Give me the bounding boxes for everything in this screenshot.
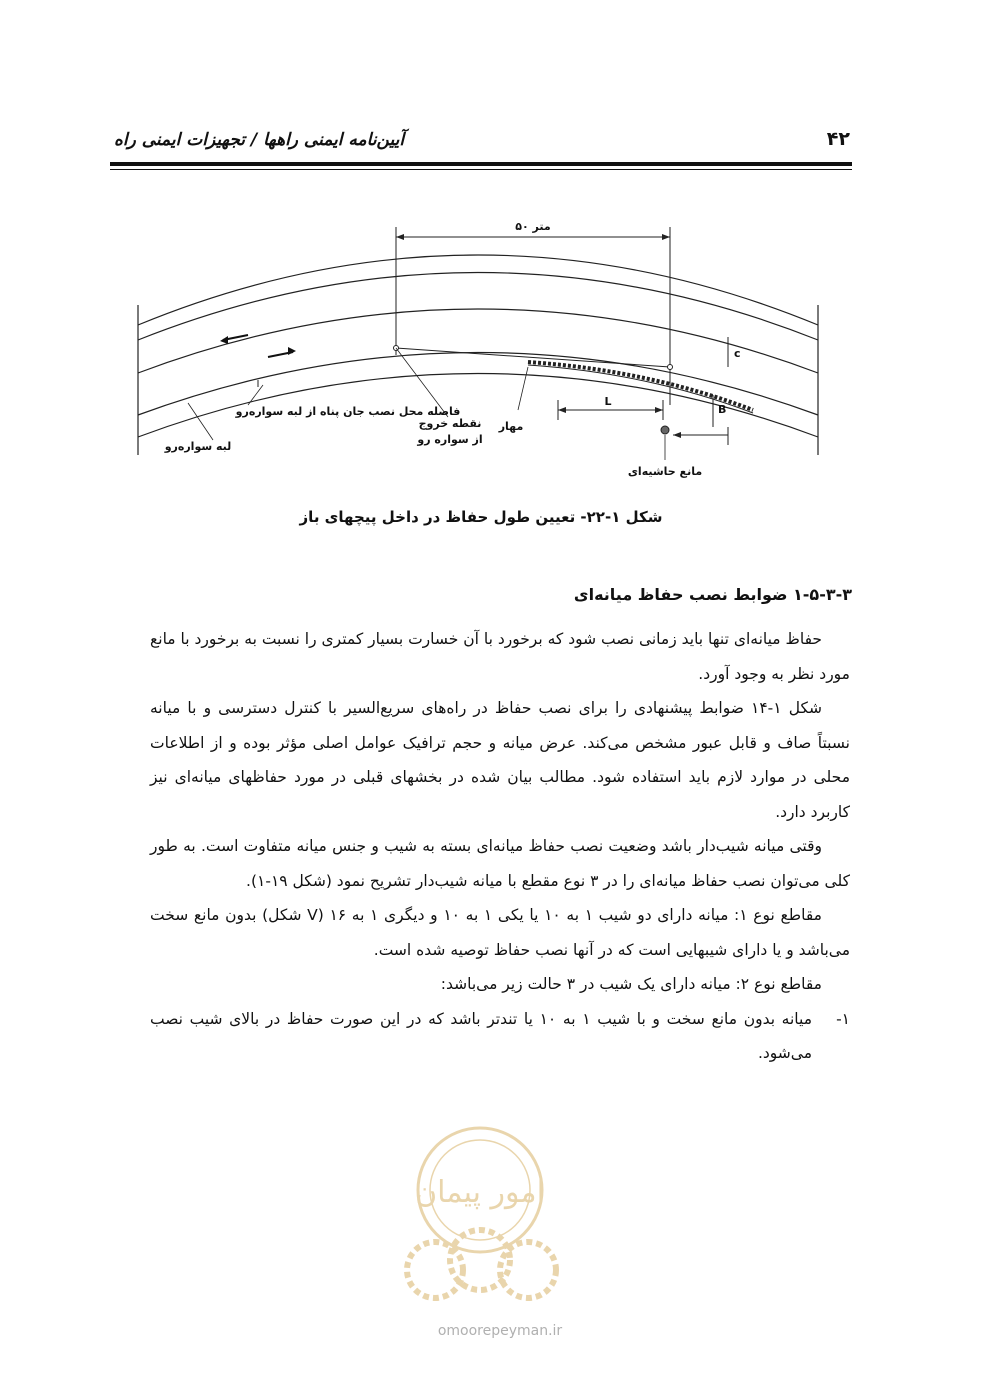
edge-of-road-label: لبه سواره‌رو [164,440,232,453]
figure-guardrail-length [128,205,828,485]
b-label: B [718,403,727,416]
paragraph: مقاطع نوع ۱: میانه دارای دو شیب ۱ به ۱۰ یا یکی ۱ به ۱۰ و دیگری ۱ به ۱۶ (V شکل) بدون مانع سخت می‌باشد و یا دارای شیبهایی است که در آنها نصب حفاظ توصیه شده است. [150,906,850,959]
exit-point-label-2: از سواره رو [417,433,483,446]
paragraph: حفاظ میانه‌ای تنها باید زمانی نصب شود که برخورد با آن خسارت بسیار کمتری را نسبت به برخورد با مانع مورد نظر به وجود آورد. [150,630,850,683]
list-item [150,1002,850,1071]
list-item-number: ۱- [836,1009,850,1028]
page-number: ۴۲ [826,128,850,150]
distance-label: ۵۰ متر [515,220,551,233]
paragraph: وقتی میانه شیب‌دار باشد وضعیت نصب حفاظ میانه‌ای بسته به شیب و جنس میانه متفاوت است. به طور کلی می‌توان نصب حفاظ میانه‌ای را در ۳ نوع مقطع با میانه شیب‌دار تشریح نمود (شکل ۱۹-۱). [150,837,850,890]
offset-label: فاصله محل نصب جان پناه از لبه سواره‌رو [235,405,461,418]
body-text [150,622,850,1071]
paragraph: مقاطع نوع ۲: میانه دارای یک شیب در ۳ حالت زیر می‌باشد: [440,975,822,993]
section-heading: ۱-۵-۳-۳ ضوابط نصب حفاظ میانه‌ای [573,585,852,604]
paragraph: شکل ۱-۱۴ ضوابط پیشنهادی را برای نصب حفاظ در راه‌های سریع‌السیر با کنترل دسترسی و با میانه نسبتاً صاف و قابل عبور مشخص می‌کند. عرض میانه و حجم ترافیک عوامل اصلی مؤثر بوده و از اطلاعات محلی در موارد لازم باید استفاده شود. مطالب بیان شده در بخشهای قبلی در مورد حفاظهای میانه‌ای نیز کاربرد دارد. [150,699,850,821]
roadside-obstacle-label: مانع حاشیه‌ای [627,465,703,478]
page-header [110,128,852,156]
l-label: L [604,395,612,408]
c-label: c [734,347,741,360]
running-title: آیین‌نامه ایمنی راهها / تجهیزات ایمنی راه [114,130,405,150]
exit-point-label-1: نقطه خروج [418,417,482,430]
anchor-label: مهار [498,420,524,433]
watermark-logo [380,1120,580,1320]
watermark-text: امور پیمان [415,1175,545,1210]
list-item-text: میانه بدون مانع سخت و با شیب ۱ به ۱۰ یا تندتر باشد که در این صورت حفاظ در بالای شیب نصب می‌شود. [150,1009,813,1062]
header-rule-thick [110,162,852,166]
watermark-url: omoorepeyman.ir [437,1323,563,1339]
header-rule-thin [110,169,852,170]
figure-caption: شکل ۱-۲۲- تعیین طول حفاظ در داخل پیچهای باز [299,508,663,526]
road-curve-diagram [128,205,828,485]
